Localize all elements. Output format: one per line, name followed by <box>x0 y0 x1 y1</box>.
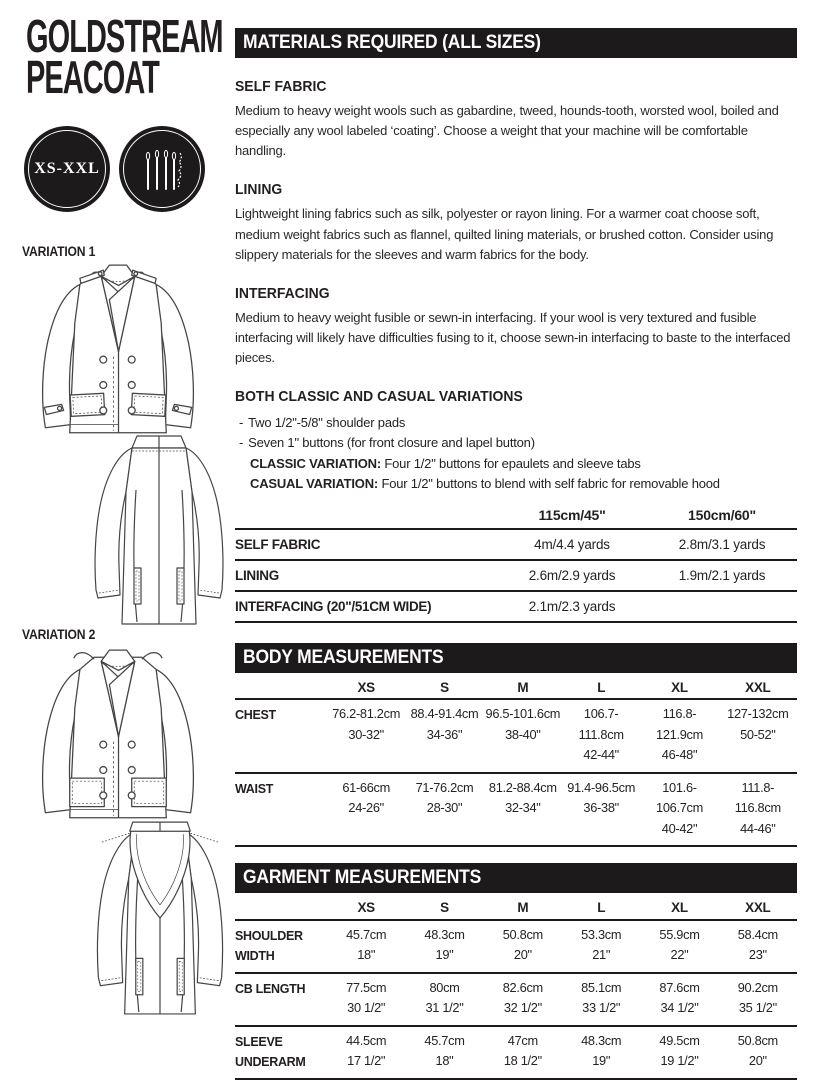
lining-paragraph: Lightweight lining fabrics such as silk, polyester or rayon lining. For a warmer coat choose soft, medium weight fabrics such as flannel, quilted lining materials, or brushed cotton. Consider using slippery materials for the sleeves and warm fabrics for the body. <box>235 206 774 262</box>
variation-2-label: VARIATION 2 <box>22 627 96 642</box>
right-column <box>235 0 797 1080</box>
bullet-dash: - <box>239 435 244 451</box>
classic-variation-note: CLASSIC VARIATION: Four 1/2" buttons for epaulets and sleeve tabs <box>250 455 641 471</box>
size-range-label: XS-XXL <box>34 160 100 177</box>
table-row-cb-length: CB LENGTH 77.5cm 30 1/2" 80cm 31 1/2" 82.6cm 32 1/2" 85.1cm 33 1/2" 87.6cm 34 1/2" 90.2cm 35 1/2" <box>235 974 797 1027</box>
garment-measurements-table <box>235 897 797 1080</box>
variation-2-back-coat-with-hood-drawing <box>84 812 236 1019</box>
yardage-table <box>235 502 797 623</box>
left-column <box>0 0 235 1024</box>
list-item: - Seven 1" buttons (for front closure and lapel button) <box>239 435 535 451</box>
size-range-badge <box>24 126 110 212</box>
table-row-sleeve-underarm: SLEEVE UNDERARM 44.5cm 17 1/2" 45.7cm 18" 47cm 18 1/2" 48.3cm 19" 49.5cm 19 1/2" 50.8cm 20" <box>235 1027 797 1080</box>
variation-1-back-coat-drawing <box>84 428 234 628</box>
yardage-col-150cm: 150cm/60" <box>688 506 756 523</box>
page-title-line1: GOLDSTREAM <box>26 10 223 62</box>
body-measurements-header: BODY MEASUREMENTS <box>235 643 797 673</box>
needles-badge <box>119 126 205 212</box>
lining-heading: LINING <box>235 181 283 199</box>
page-title <box>26 10 223 104</box>
table-row: SELF FABRIC 4m/4.4 yards 2.8m/3.1 yards <box>235 528 797 559</box>
page-title-line2: PEACOAT <box>26 51 159 104</box>
table-row-waist: WAIST 61-66cm 24-26" 71-76.2cm 28-30" 81.2-88.4cm 32-34" 91.4-96.5cm 36-38" 101.6-106.7cm 40-42" 111.8-116.8cm 44-46" <box>235 774 797 847</box>
self-fabric-heading: SELF FABRIC <box>235 78 327 95</box>
table-row-chest: CHEST 76.2-81.2cm 30-32" 88.4-91.4cm 34-36" 96.5-101.6cm 38-40" 106.7-111.8cm 42-44" 116.8-121.9cm 46-48" 127-132cm 50-52" <box>235 700 797 773</box>
table-row: INTERFACING (20"/51CM WIDE) 2.1m/2.3 yards <box>235 590 797 621</box>
table-row-shoulder-width: SHOULDER WIDTH 45.7cm 18" 48.3cm 19" 50.8cm 20" 53.3cm 21" 55.9cm 22" 58.4cm 23" <box>235 921 797 974</box>
materials-required-header: MATERIALS REQUIRED (ALL SIZES) <box>235 28 797 58</box>
badge-row <box>24 126 205 212</box>
table-row: LINING 2.6m/2.9 yards 1.9m/2.1 yards <box>235 559 797 590</box>
casual-variation-note: CASUAL VARIATION: Four 1/2" buttons to blend with self fabric for removable hood <box>250 475 720 491</box>
size-header-row: XS S M L XL XXL <box>235 677 797 701</box>
list-item: - Two 1/2"-5/8" shoulder pads <box>239 415 406 431</box>
variation-1-label: VARIATION 1 <box>22 244 96 259</box>
yardage-header-row <box>235 502 797 528</box>
interfacing-heading: INTERFACING <box>235 284 330 302</box>
variation-1-front-coat-drawing <box>12 258 224 446</box>
body-measurements-table <box>235 677 797 847</box>
interfacing-paragraph: Medium to heavy weight fusible or sewn-in interfacing. If your wool is very textured and fusible interfacing will likely have difficulties fusing to it, choose sewn-in interfacing to baste to the interfaced pieces. <box>235 309 791 366</box>
bullet-dash: - <box>239 415 244 431</box>
self-fabric-paragraph: Medium to heavy weight wools such as gabardine, tweed, hounds-tooth, worsted wool, boiled and especially any wool labeled ‘coating’. Choose a weight that your machine will be comfortable handling. <box>235 103 779 159</box>
variations-heading: BOTH CLASSIC AND CASUAL VARIATIONS <box>235 388 523 406</box>
variation-2-front-coat-drawing <box>12 643 224 831</box>
variations-list <box>235 413 797 494</box>
yardage-col-115cm: 115cm/45" <box>538 506 606 523</box>
garment-measurements-header: GARMENT MEASUREMENTS <box>235 863 797 893</box>
sewing-needles-icon <box>136 141 188 197</box>
size-header-row: XS S M L XL XXL <box>235 897 797 921</box>
